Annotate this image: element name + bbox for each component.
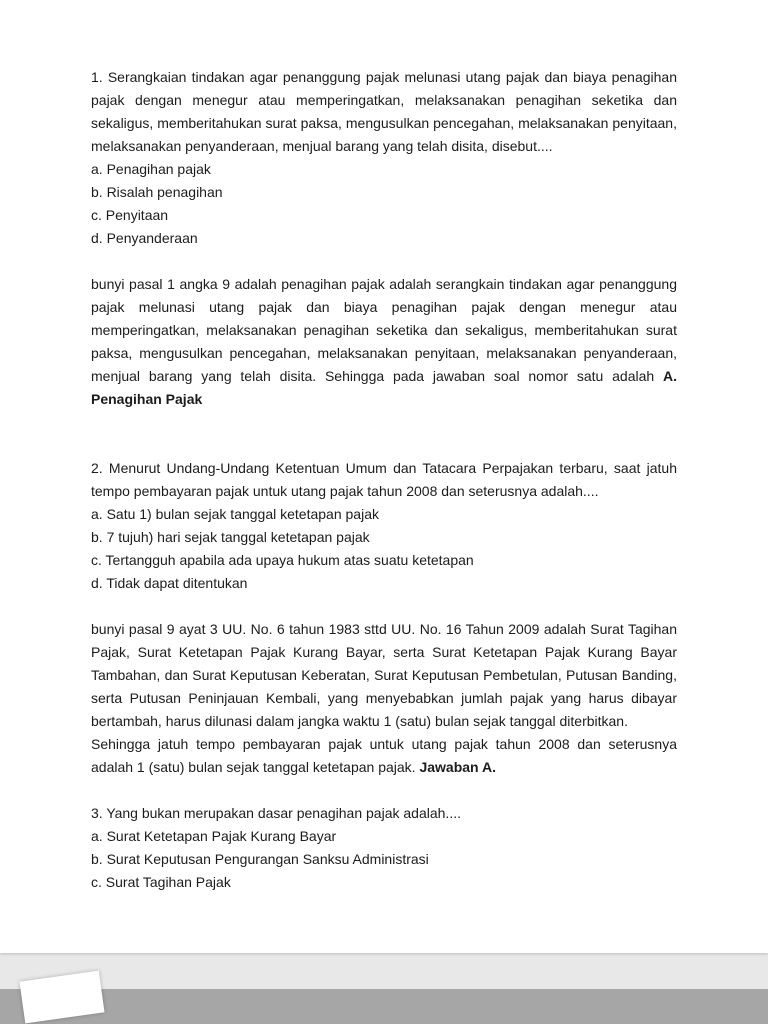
question-3-option-c: c. Surat Tagihan Pajak	[91, 874, 231, 890]
question-2-text: 2. Menurut Undang-Undang Ketentuan Umum dan Tatacara Perpajakan terbaru, saat jatuh tempo pembayaran pajak untuk utang pajak tahun 2008 dan seterusnya adalah....	[91, 460, 677, 499]
question-2-option-a: a. Satu 1) bulan sejak tanggal ketetapan pajak	[91, 506, 379, 522]
question-3-option-b: b. Surat Keputusan Pengurangan Sanksu Administrasi	[91, 851, 429, 867]
explanation-2-text: Sehingga jatuh tempo pembayaran pajak untuk utang pajak tahun 2008 dan seterusnya adalah 1 (satu) bulan sejak tanggal ketetapan pajak.	[91, 736, 677, 775]
explanation-2-paragraph-1: bunyi pasal 9 ayat 3 UU. No. 6 tahun 1983 sttd UU. No. 16 Tahun 2009 adalah Surat Tagihan Pajak, Surat Ketetapan Pajak Kurang Bayar, serta Surat Ketetapan Pajak Kurang Bayar Tambahan, dan Surat Keputusan Keberatan, Surat Keputusan Pembetulan, Putusan Banding, serta Putusan Peninjauan Kembali, yang menyebabkan jumlah pajak yang harus dibayar bertambah, harus dilunasi dalam jangka waktu 1 (satu) bulan sejak tanggal diterbitkan.	[91, 621, 677, 729]
question-1-option-d: d. Penyanderaan	[91, 230, 198, 246]
question-3-option-a: a. Surat Ketetapan Pajak Kurang Bayar	[91, 828, 337, 844]
explanation-2-answer: Jawaban A.	[419, 759, 496, 775]
question-2-option-d: d. Tidak dapat ditentukan	[91, 575, 248, 591]
explanation-1-text: bunyi pasal 1 angka 9 adalah penagihan pajak adalah serangkain tindakan agar penanggung pajak melunasi utang pajak dan biaya penagihan pajak dengan menegur atau memperingatkan, melaksanakan penagihan seketika dan sekaligus, memberitahukan surat paksa, mengusulkan pencegahan, melaksanakan penyitaan, melaksanakan penyanderaan, menjual barang yang telah disita. Sehingga pada jawaban soal nomor satu adalah	[91, 276, 677, 384]
explanation-1-answer: A. Penagihan Pajak	[91, 368, 677, 407]
question-2-option-c: c. Tertangguh apabila ada upaya hukum atas suatu ketetapan	[91, 552, 474, 568]
viewer-footer	[0, 989, 768, 1024]
explanation-2-paragraph-2	[91, 733, 677, 779]
question-1-option-a: a. Penagihan pajak	[91, 161, 211, 177]
question-1-text: 1. Serangkaian tindakan agar penanggung pajak melunasi utang pajak dan biaya penagihan pajak dengan menegur atau memperingatkan, melaksanakan penagihan seketika dan sekaligus, memberitahukan surat paksa, mengusulkan pencegahan, melaksanakan penyitaan, melaksanakan penyanderaan, menjual barang yang telah disita, disebut....	[91, 69, 677, 154]
question-3-text: 3. Yang bukan merupakan dasar penagihan pajak adalah....	[91, 805, 461, 821]
explanation-1	[91, 273, 677, 411]
question-2-option-b: b. 7 tujuh) hari sejak tanggal ketetapan pajak	[91, 529, 370, 545]
question-1-option-b: b. Risalah penagihan	[91, 184, 223, 200]
question-1-option-c: c. Penyitaan	[91, 207, 169, 223]
